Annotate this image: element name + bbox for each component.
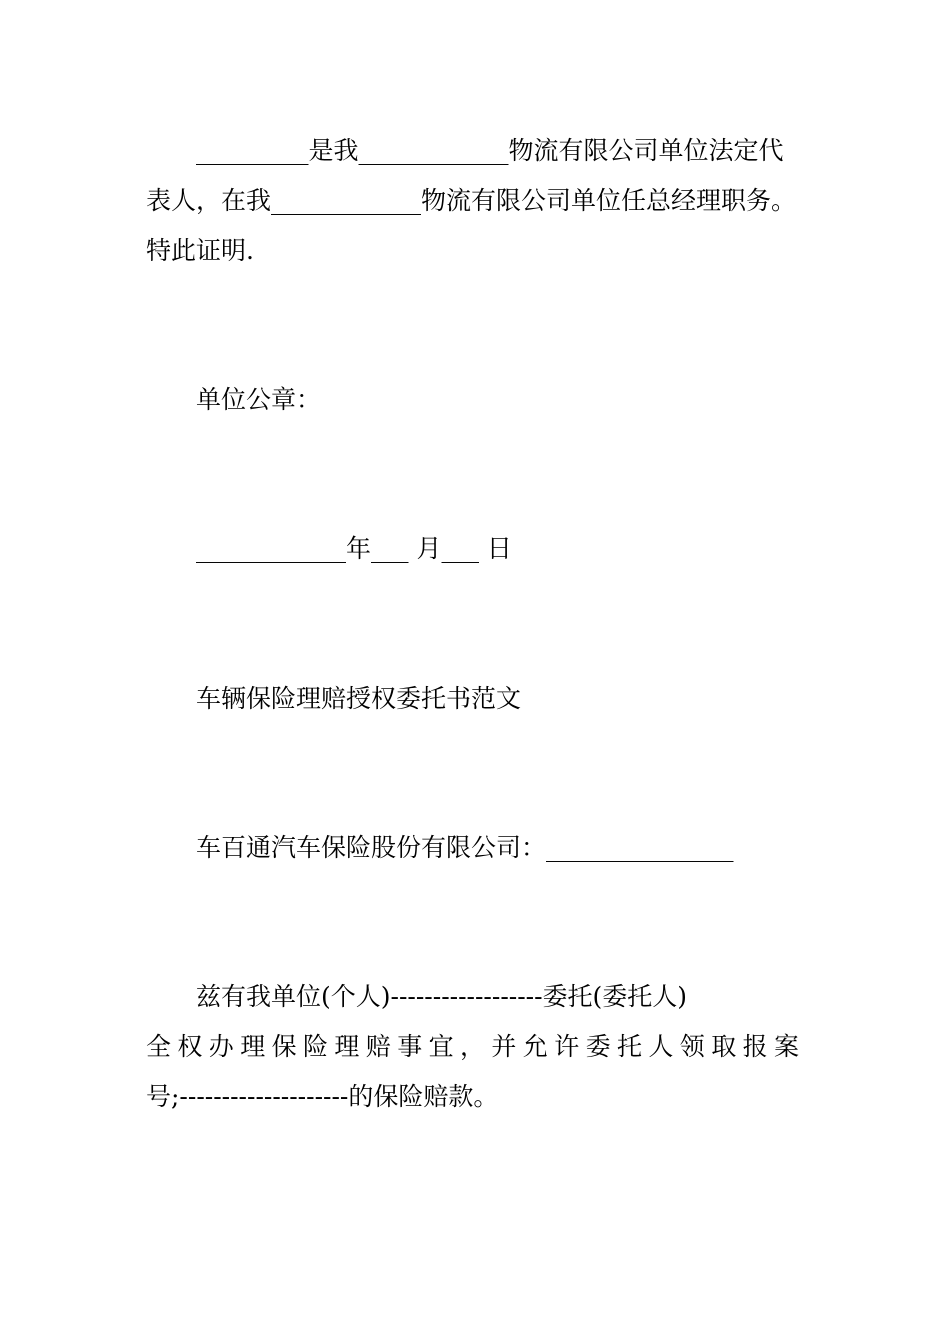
authorization-line-2: 全权办理保险理赔事宜，并允许委托人领取报案 <box>146 1032 806 1061</box>
certification-line-2: 表人，在我____________物流有限公司单位任总经理职务。 <box>146 186 797 215</box>
document-title: 车辆保险理赔授权委托书范文 <box>196 684 522 713</box>
authorization-line-3: 号;--------------------的保险赔款。 <box>146 1082 499 1111</box>
seal-label: 单位公章： <box>196 385 322 414</box>
date-line: ____________年___ 月___ 日 <box>196 534 512 563</box>
authorization-line-1: 兹有我单位(个人)------------------委托(委托人) <box>196 982 688 1011</box>
certification-line-3: 特此证明. <box>146 236 254 265</box>
certification-line-1: _________是我____________物流有限公司单位法定代 <box>196 136 784 165</box>
addressee-line: 车百通汽车保险股份有限公司：_______________ <box>196 833 734 862</box>
